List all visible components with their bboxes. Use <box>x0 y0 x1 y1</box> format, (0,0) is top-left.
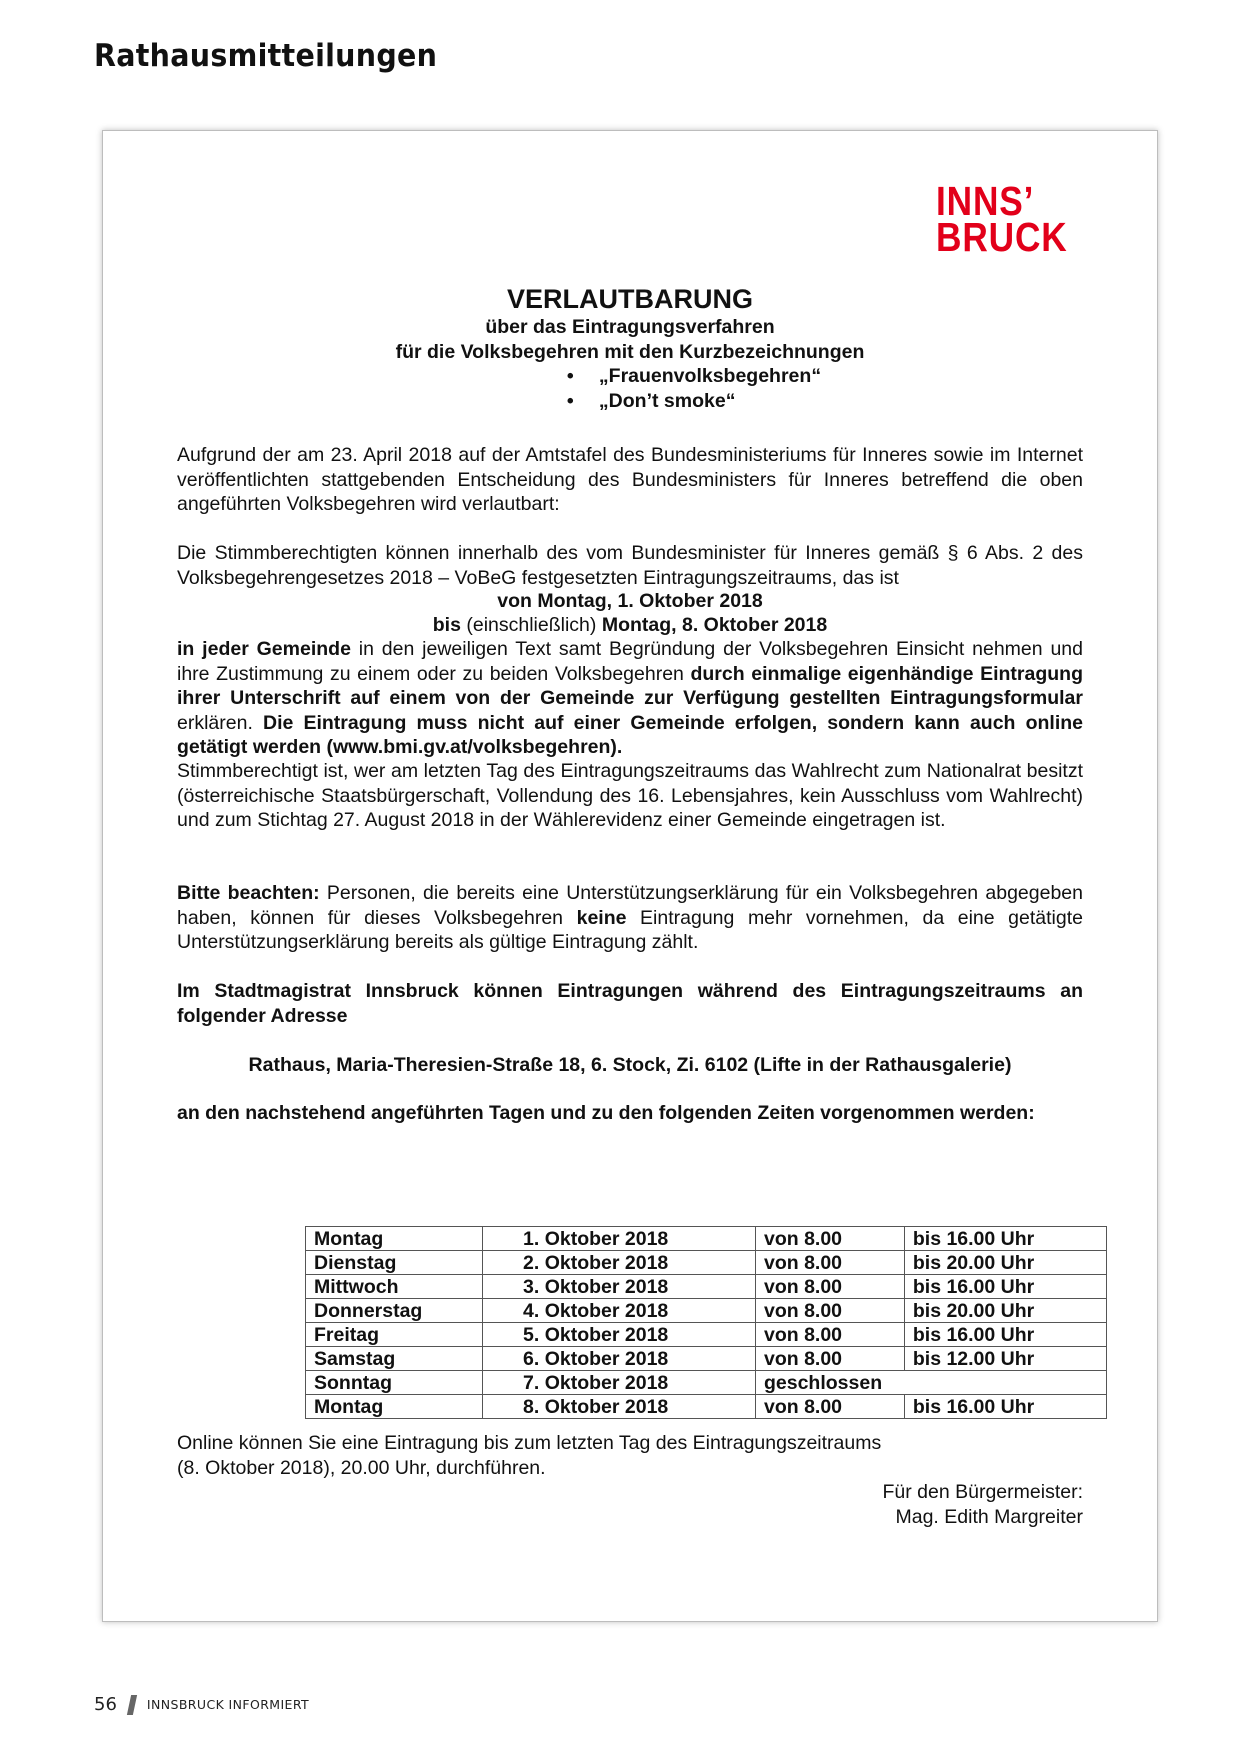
table-row: Donnerstag 4. Oktober 2018 von 8.00 bis 20.00 Uhr <box>306 1299 1107 1323</box>
notice-subtitle-1: über das Eintragungsverfahren <box>485 316 775 338</box>
list-item: • „Frauenvolksbegehren“ <box>566 365 822 387</box>
signature-role: Für den Bürgermeister: <box>882 1481 1083 1503</box>
page-header: Rathausmitteilungen <box>94 38 438 74</box>
paragraph-eligible-period: Die Stimmberechtigten können innerhalb des vom Bundesminister für Inneres gemäß § 6 Abs. 2 des Volksbegehrengesetzes 2018 – VoBeG festgesetzten Eintragungszeitraums, das ist <box>177 542 1083 589</box>
paragraph-online: Online können Sie eine Eintragung bis zum letzten Tag des Eintragungszeitraums (8. Oktober 2018), 20.00 Uhr, durchführen. <box>177 1432 882 1479</box>
address: Rathaus, Maria-Theresien-Straße 18, 6. Stock, Zi. 6102 (Lifte in der Rathausgalerie) <box>248 1054 1012 1076</box>
table-row: Mittwoch 3. Oktober 2018 von 8.00 bis 16.00 Uhr <box>306 1275 1107 1299</box>
referendum-list <box>559 364 821 413</box>
closed-cell: geschlossen <box>755 1371 1106 1395</box>
page-number: 56 <box>94 1694 117 1715</box>
table-row: Sonntag 7. Oktober 2018 geschlossen <box>306 1371 1107 1395</box>
paragraph-location-intro: Im Stadtmagistrat Innsbruck können Eintragungen während des Eintragungszeitraums an folgender Adresse <box>177 980 1083 1027</box>
period-from: von Montag, 1. Oktober 2018 <box>497 590 763 612</box>
period-to: bis (einschließlich) Montag, 8. Oktober 2018 <box>432 614 828 636</box>
table-row: Montag 1. Oktober 2018 von 8.00 bis 16.00 Uhr <box>306 1227 1107 1251</box>
paragraph-basis: Aufgrund der am 23. April 2018 auf der Amtstafel des Bundesministeriums für Inneres sowie im Internet veröffentlichten stattgebenden Entscheidung des Bundesministers für Inneres betreffend die oben angeführten Volksbegehren wird verlautbart: <box>177 444 1083 515</box>
title-block <box>177 283 1083 413</box>
table-row: Dienstag 2. Oktober 2018 von 8.00 bis 20.00 Uhr <box>306 1251 1107 1275</box>
paragraph-eligibility: Stimmberechtigt ist, wer am letzten Tag des Eintragungszeitraums das Wahlrecht zum Nationalrat besitzt (österreichische Staatsbürgerschaft, Vollendung des 16. Lebensjahres, kein Ausschluss vom Wahlrecht) und zum Stichtag 27. August 2018 in der Wählerevidenz einer Gemeinde eingetragen ist. <box>177 760 1083 831</box>
table-row: Freitag 5. Oktober 2018 von 8.00 bis 16.00 Uhr <box>306 1323 1107 1347</box>
list-item: • „Don’t smoke“ <box>566 389 736 412</box>
signature-name: Mag. Edith Margreiter <box>895 1505 1083 1528</box>
slash-divider-icon <box>127 1695 137 1715</box>
logo-line-1: INNS’ <box>936 178 1035 224</box>
publication-name: INNSBRUCK INFORMIERT <box>146 1697 310 1712</box>
table-row: Montag 8. Oktober 2018 von 8.00 bis 16.00 Uhr <box>306 1395 1107 1419</box>
page-footer <box>94 1694 309 1715</box>
bullet-icon: • <box>566 365 574 387</box>
paragraph-note: Bitte beachten: Personen, die bereits eine Unterstützungserklärung für ein Volksbegehren abgegeben haben, können für dieses Volksbegehren keine Eintragung mehr vornehmen, da eine getätigte Unterstützungserklärung bereits als gültige Eintragung zählt. <box>177 882 1083 953</box>
schedule-table <box>305 1226 1107 1419</box>
paragraph-schedule-intro: an den nachstehend angeführten Tagen und zu den folgenden Zeiten vorgenommen werden: <box>177 1102 1035 1124</box>
notice-subtitle-2: für die Volksbegehren mit den Kurzbezeichnungen <box>395 340 865 363</box>
innsbruck-logo <box>936 178 1068 260</box>
paragraph-procedure: in jeder Gemeinde in den jeweiligen Text samt Begründung der Volksbegehren Einsicht nehmen und ihre Zustimmung zu einem oder zu beiden Volksbegehren durch einmalige eigenhändige Eintragung ihrer Unterschrift auf einem von der Gemeinde zur Verfügung gestellten Eintragungsformular erklären. Die Eintragung muss nicht auf einer Gemeinde erfolgen, sondern kann auch online getätigt werden (www.bmi.gv.at/volksbegehren). <box>177 638 1083 758</box>
logo-line-2: BRUCK <box>936 214 1068 260</box>
bullet-icon: • <box>566 389 574 412</box>
notice-title: VERLAUTBARUNG <box>507 284 753 314</box>
signature-block <box>683 1480 1083 1529</box>
notice-box <box>102 130 1158 1622</box>
table-row: Samstag 6. Oktober 2018 von 8.00 bis 12.00 Uhr <box>306 1347 1107 1371</box>
